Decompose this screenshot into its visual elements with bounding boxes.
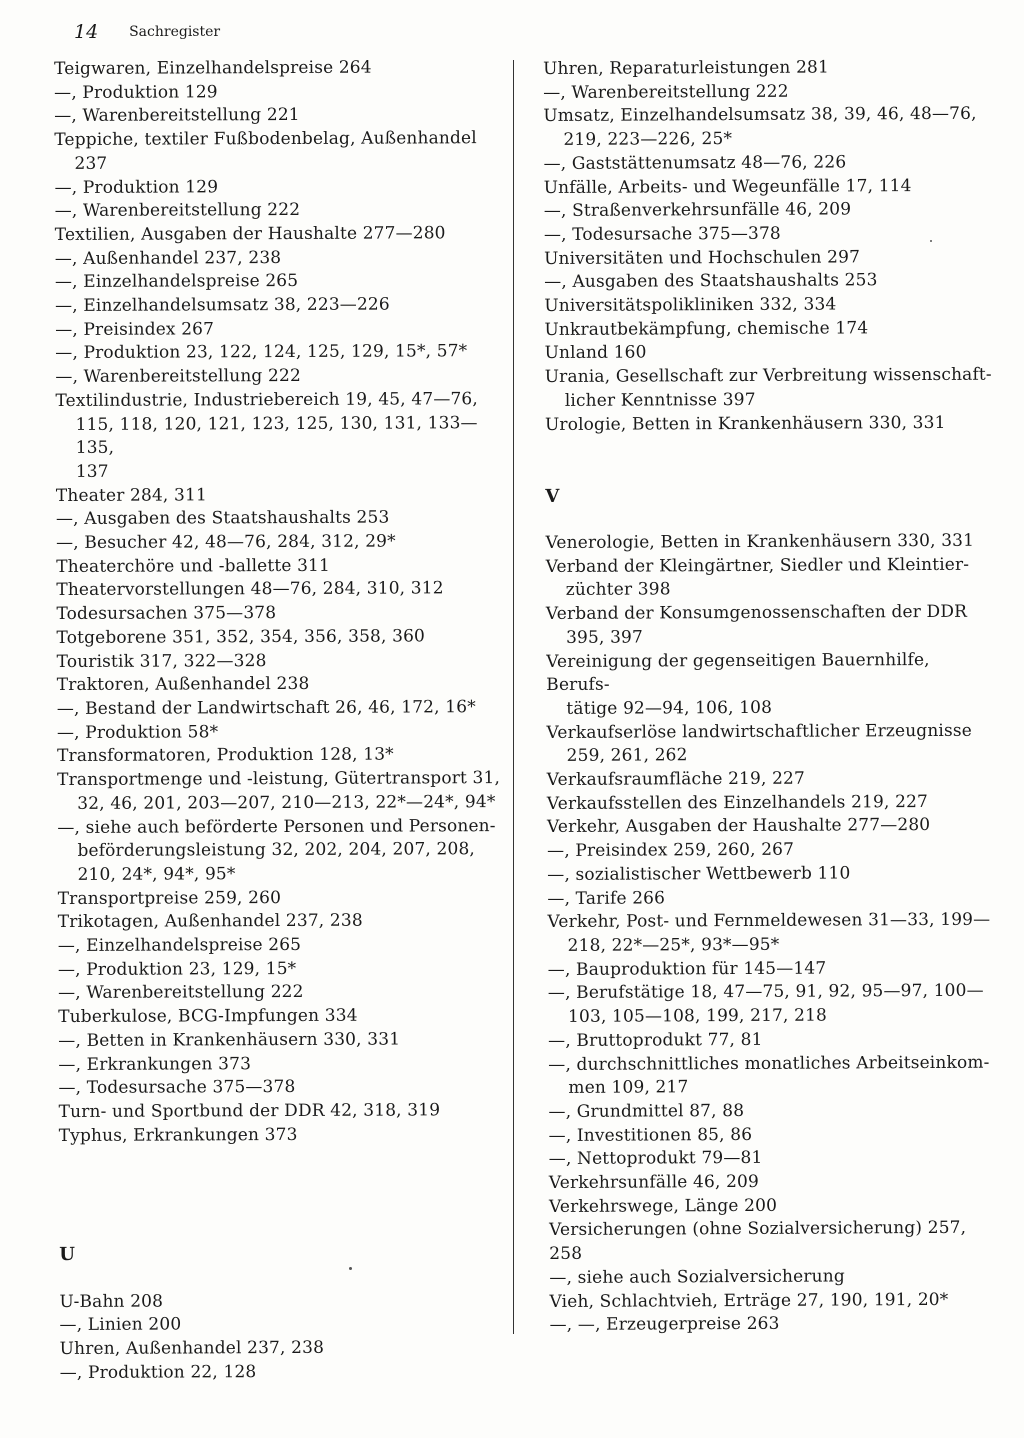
index-entry — [56, 625, 508, 651]
entry-line: —, Linien 200 — [59, 1314, 182, 1336]
entry-line: —, Preisindex 267 — [55, 319, 215, 340]
entry-line: —, Preisindex 259, 260, 267 — [547, 839, 795, 862]
index-entry — [543, 56, 993, 82]
index-entry — [56, 530, 508, 556]
entry-line: —, Bestand der Landwirtschaft 26, 46, 172, 16* — [56, 697, 476, 719]
index-entry — [58, 1075, 510, 1101]
entry-line: —, Investitionen 85, 86 — [548, 1124, 753, 1146]
entry-line: Touristik 317, 322—328 — [56, 650, 267, 672]
index-entry — [547, 862, 997, 888]
entry-line: —, Erkrankungen 373 — [58, 1053, 252, 1075]
entry-line: —, Produktion 129 — [54, 81, 218, 103]
entry-line: Trikotagen, Außenhandel 237, 238 — [57, 910, 363, 933]
index-entry — [550, 1312, 1000, 1338]
entry-line: Textilien, Ausgaben der Haushalte 277—280 — [54, 223, 446, 245]
entry-line: Verkaufsraumfläche 219, 227 — [546, 768, 806, 791]
entry-line: Verkehrsunfälle 46, 209 — [548, 1171, 760, 1194]
index-entry — [545, 411, 995, 437]
entry-line: Verkaufserlöse landwirtschaftlicher Erzeugnisse — [546, 720, 973, 743]
index-entry — [546, 648, 996, 721]
entry-continuation: licher Kenntnisse 397 — [564, 389, 756, 411]
index-entry — [549, 1193, 999, 1219]
entry-continuation: 259, 261, 262 — [566, 745, 688, 767]
index-entry — [57, 743, 509, 769]
entry-line: Theaterchöre und -ballette 311 — [56, 555, 331, 577]
entry-line: Teigwaren, Einzelhandelspreise 264 — [54, 57, 372, 79]
index-entry — [55, 388, 507, 485]
entry-line: —, siehe auch beförderte Personen und Personen- — [57, 815, 496, 838]
index-entry — [58, 886, 510, 912]
index-entry — [58, 1052, 510, 1078]
index-entry — [546, 553, 996, 603]
entry-line: Uhren, Außenhandel 237, 238 — [59, 1337, 325, 1359]
index-entry — [60, 1360, 512, 1386]
entry-line: Verband der Konsumgenossenschaften der DDR — [545, 601, 968, 625]
entry-line: Unkrautbekämpfung, chemische 174 — [544, 318, 869, 340]
entry-line: Verkehrswege, Länge 200 — [548, 1195, 778, 1217]
index-entry — [547, 814, 997, 840]
entry-continuation: 137 — [75, 461, 109, 482]
index-entry — [60, 1336, 512, 1362]
index-entry — [55, 269, 507, 295]
index-entry — [544, 198, 994, 224]
index-entry — [56, 554, 508, 580]
index-entry — [55, 175, 507, 201]
index-entry — [54, 56, 506, 82]
entry-line: —, Warenbereitstellung 222 — [543, 81, 789, 103]
entry-line: Venerologie, Betten in Krankenhäusern 330, 331 — [545, 530, 975, 554]
entry-line: Vieh, Schlachtvieh, Erträge 27, 190, 191, 20* — [549, 1289, 949, 1312]
index-entry — [547, 838, 997, 864]
index-column-right — [543, 56, 1000, 1338]
index-entry — [59, 1099, 511, 1125]
entry-line: —, Gaststättenumsatz 48—76, 226 — [543, 152, 847, 174]
entry-line: Urologie, Betten in Krankenhäusern 330, 331 — [544, 412, 946, 435]
entry-continuation: züchter 398 — [565, 579, 671, 601]
entry-line: Traktoren, Außenhandel 238 — [56, 674, 310, 696]
index-entry — [59, 1123, 511, 1149]
index-entry — [549, 1122, 999, 1148]
entry-line: —, Warenbereitstellung 222 — [58, 982, 304, 1004]
index-entry — [544, 316, 994, 342]
index-entry — [545, 530, 995, 556]
index-entry — [54, 127, 506, 176]
entry-continuation: tätige 92—94, 106, 108 — [566, 697, 773, 719]
letter-heading: V — [545, 485, 560, 507]
entry-line: Umsatz, Einzelhandelsumsatz 38, 39, 46, 48—76, — [543, 104, 977, 127]
index-entry — [547, 885, 997, 911]
index-entry — [544, 269, 994, 295]
index-entry — [56, 601, 508, 627]
index-entry — [56, 506, 508, 532]
index-entry — [543, 103, 993, 153]
index-entry — [58, 1028, 510, 1054]
index-entry — [544, 293, 994, 319]
entry-line: —, durchschnittliches monatliches Arbeitseinkom- — [548, 1052, 990, 1075]
entry-line: —, Bauproduktion für 145—147 — [547, 958, 827, 980]
index-entry — [58, 957, 510, 983]
entry-line: —, Produktion 22, 128 — [59, 1361, 257, 1383]
entry-line: Todesursachen 375—378 — [56, 603, 277, 625]
section-spacer — [545, 506, 995, 532]
index-entry — [544, 340, 994, 366]
entry-continuation: 103, 105—108, 199, 217, 218 — [567, 1005, 828, 1027]
entry-line: Versicherungen (ohne Sozialversicherung) 257, 258 — [549, 1218, 967, 1265]
section-spacer — [59, 1194, 511, 1243]
index-entry — [546, 719, 996, 769]
index-entry — [55, 222, 507, 248]
index-entry — [548, 1099, 998, 1125]
index-entry — [549, 1264, 999, 1290]
entry-line: Verkehr, Post- und Fernmeldewesen 31—33, 199— — [547, 909, 991, 933]
entry-line: —, Ausgaben des Staatshaushalts 253 — [544, 270, 878, 293]
index-entry — [55, 198, 507, 224]
entry-line: Unland 160 — [544, 342, 647, 364]
entry-line: Turn- und Sportbund der DDR 42, 318, 319 — [58, 1100, 441, 1122]
entry-line: Transformatoren, Produktion 128, 13* — [57, 744, 394, 767]
index-entry — [58, 980, 510, 1006]
entry-line: Theater 284, 311 — [55, 484, 207, 506]
entry-line: Totgeborene 351, 352, 354, 356, 358, 360 — [56, 626, 426, 648]
entry-line: Verkaufsstellen des Einzelhandels 219, 227 — [546, 791, 929, 814]
entry-line: —, sozialistischer Wettbewerb 110 — [547, 863, 851, 885]
index-entry — [544, 222, 994, 248]
entry-line: U-Bahn 208 — [59, 1291, 164, 1312]
entry-line: Urania, Gesellschaft zur Verbreitung wissenschaft- — [544, 364, 992, 388]
index-entry — [55, 364, 507, 390]
index-entry — [58, 909, 510, 935]
index-entry — [549, 1170, 999, 1196]
running-title: Sachregister — [129, 24, 221, 40]
print-speck — [930, 240, 932, 242]
index-entry — [545, 364, 995, 414]
index-entry — [548, 980, 998, 1030]
entry-line: —, Berufstätige 18, 47—75, 91, 92, 95—97, 100— — [547, 981, 984, 1004]
entry-line: —, Ausgaben des Staatshaushalts 253 — [55, 507, 390, 530]
entry-line: —, Betten in Krankenhäusern 330, 331 — [58, 1029, 401, 1051]
index-entry — [59, 1289, 511, 1315]
entry-line: —, Warenbereitstellung 222 — [55, 366, 301, 388]
entry-line: —, Bruttoprodukt 77, 81 — [548, 1029, 763, 1051]
entry-line: Verkehr, Ausgaben der Haushalte 277—280 — [546, 815, 931, 838]
index-entry — [548, 1051, 998, 1101]
entry-line: Transportmenge und -leistung, Gütertransport 31, — [57, 768, 501, 791]
entry-line: —, Außenhandel 237, 238 — [54, 247, 282, 269]
index-entry — [548, 956, 998, 982]
entry-continuation: 237 — [74, 153, 108, 174]
index-entry — [55, 340, 507, 366]
index-entry — [546, 601, 996, 651]
entry-line: —, Nettoprodukt 79—81 — [548, 1148, 763, 1170]
entry-line: —, —, Erzeugerpreise 263 — [549, 1314, 780, 1336]
index-entry — [58, 933, 510, 959]
entry-line: —, Tarife 266 — [547, 887, 666, 909]
entry-continuation: 32, 46, 201, 203—207, 210—213, 22*—24*, 94* — [77, 791, 496, 814]
entry-line: —, Todesursache 375—378 — [58, 1077, 296, 1099]
entry-line: —, Produktion 58* — [56, 721, 219, 743]
entry-line: —, Straßenverkehrsunfälle 46, 209 — [543, 199, 852, 222]
index-entry — [547, 767, 997, 793]
entry-continuation: beförderungsleistung 32, 202, 204, 207, 208, — [77, 839, 476, 862]
index-entry — [544, 174, 994, 200]
entry-line: Textilindustrie, Industriebereich 19, 45, 47—76, — [55, 388, 478, 411]
letter-heading: U — [59, 1244, 75, 1266]
index-entry — [544, 245, 994, 271]
index-entry — [57, 672, 509, 698]
entry-continuation: 115, 118, 120, 121, 123, 125, 130, 131, 133—135, — [75, 412, 478, 459]
index-entry — [58, 1004, 510, 1030]
entry-line: Uhren, Reparaturleistungen 281 — [543, 57, 830, 79]
page-header — [74, 21, 220, 43]
index-entry — [56, 483, 508, 509]
entry-line: Teppiche, textiler Fußbodenbelag, Außenhandel — [54, 128, 477, 151]
index-entry — [543, 79, 993, 105]
index-entry — [548, 1027, 998, 1053]
page-number: 14 — [74, 21, 99, 43]
index-entry — [55, 293, 507, 319]
index-entry — [543, 150, 993, 176]
index-entry — [549, 1288, 999, 1314]
print-speck — [349, 1267, 352, 1270]
entry-line: —, Einzelhandelspreise 265 — [54, 271, 299, 293]
entry-line: Theatervorstellungen 48—76, 284, 310, 312 — [56, 578, 444, 601]
section-spacer — [59, 1265, 511, 1291]
index-entry — [57, 767, 509, 816]
index-column-left — [54, 56, 512, 1385]
index-entry — [547, 790, 997, 816]
entry-line: —, Warenbereitstellung 222 — [54, 200, 301, 222]
entry-line: —, Produktion 23, 122, 124, 125, 129, 15*, 57* — [55, 341, 468, 364]
index-entry — [56, 577, 508, 603]
index-entry — [57, 696, 509, 722]
entry-line: —, Einzelhandelspreise 265 — [57, 934, 302, 957]
entry-line: Universitäten und Hochschulen 297 — [543, 246, 861, 269]
index-entry — [57, 720, 509, 746]
entry-line: —, Einzelhandelsumsatz 38, 223—226 — [55, 294, 390, 317]
entry-line: —, Todesursache 375—378 — [543, 223, 781, 245]
entry-line: Transportpreise 259, 260 — [57, 887, 282, 909]
index-entry — [55, 317, 507, 343]
entry-line: Verband der Kleingärtner, Siedler und Kleintier- — [545, 554, 970, 577]
index-entry — [549, 1217, 999, 1267]
index-entry — [547, 909, 997, 959]
entry-line: —, Besucher 42, 48—76, 284, 312, 29* — [56, 531, 396, 554]
entry-line: —, Produktion 129 — [54, 176, 219, 198]
entry-line: Typhus, Erkrankungen 373 — [58, 1124, 298, 1146]
entry-continuation: 210, 24*, 94*, 95* — [77, 864, 236, 885]
index-entry — [57, 649, 509, 675]
entry-line: —, Warenbereitstellung 221 — [54, 105, 300, 127]
entry-continuation: 218, 22*—25*, 93*—95* — [567, 934, 780, 956]
index-entry — [59, 1312, 511, 1338]
entry-line: Universitätspolikliniken 332, 334 — [544, 294, 837, 317]
entry-line: Unfälle, Arbeits- und Wegeunfälle 17, 114 — [543, 175, 912, 198]
section-spacer — [59, 1146, 511, 1195]
entry-line: —, Produktion 23, 129, 15* — [57, 958, 297, 980]
entry-line: —, Grundmittel 87, 88 — [548, 1100, 745, 1122]
section-spacer — [545, 435, 995, 485]
index-entry — [57, 815, 509, 888]
entry-line: —, siehe auch Sozialversicherung — [549, 1266, 845, 1288]
entry-continuation: 395, 397 — [565, 627, 643, 648]
entry-line: Vereinigung der gegenseitigen Bauernhilfe, Berufs- — [546, 649, 930, 696]
column-divider — [513, 60, 514, 1334]
index-entry — [54, 103, 506, 129]
index-entry — [55, 246, 507, 272]
entry-continuation: 219, 223—226, 25* — [563, 129, 733, 151]
index-entry — [549, 1146, 999, 1172]
entry-line: Tuberkulose, BCG-Impfungen 334 — [58, 1005, 358, 1028]
index-entry — [54, 80, 506, 106]
entry-continuation: men 109, 217 — [568, 1077, 689, 1099]
